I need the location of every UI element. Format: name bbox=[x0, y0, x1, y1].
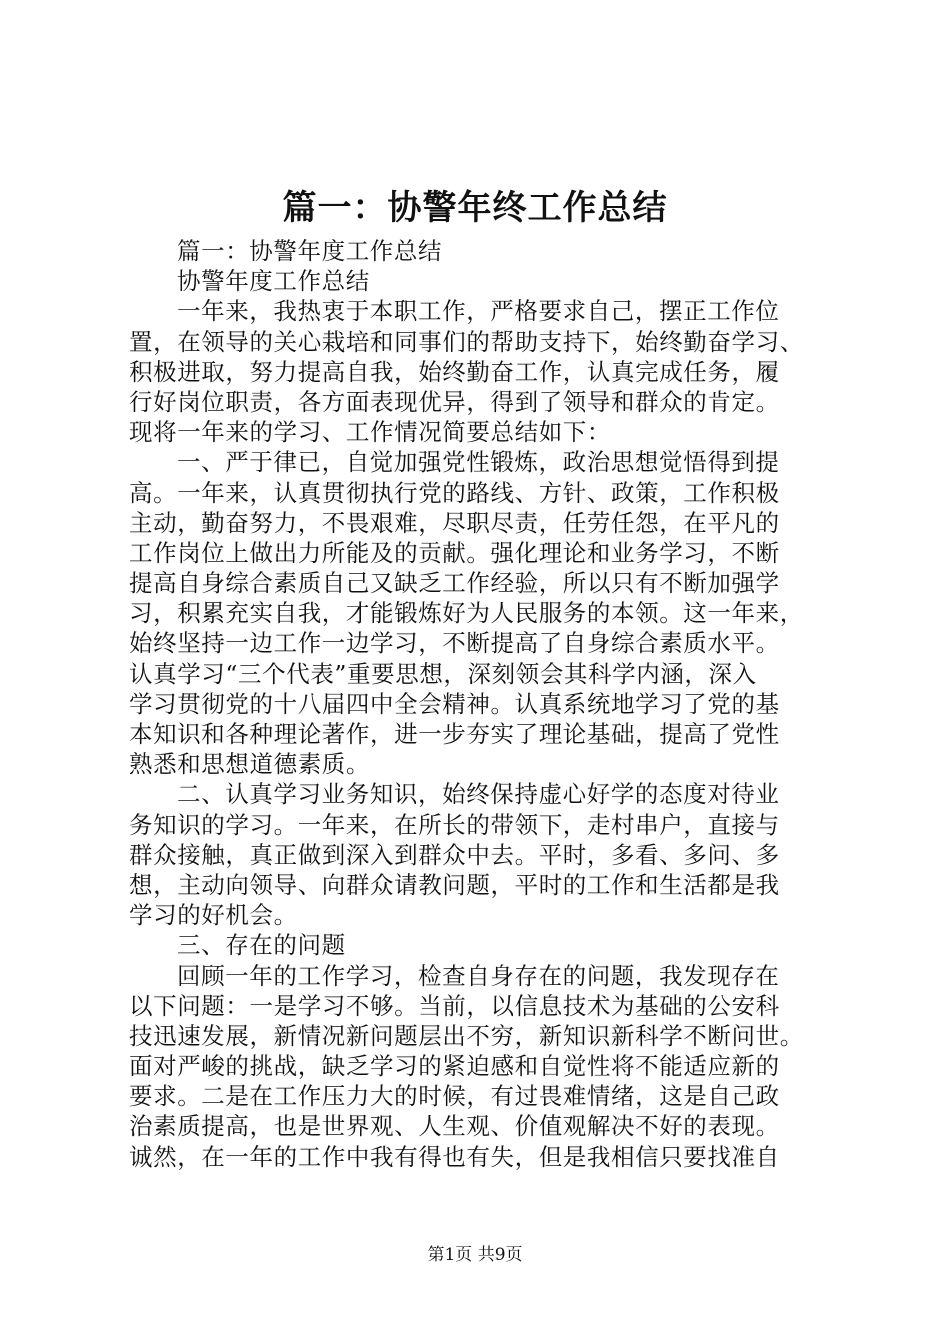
text-line: 熟悉和思想道德素质。 bbox=[129, 750, 370, 779]
text-line: 想，主动向领导、向群众请教问题，平时的工作和生活都是我 bbox=[129, 870, 780, 899]
text-line: 高。一年来，认真贯彻执行党的路线、方针、政策，工作积极 bbox=[129, 478, 780, 507]
text-line: 治素质提高，也是世界观、人生观、价值观解决不好的表现。 bbox=[129, 1112, 780, 1141]
text-line: 技迅速发展，新情况新问题层出不穷，新知识新科学不断问世。 bbox=[129, 1021, 804, 1050]
text-line: 一、严于律已，自觉加强党性锻炼，政治思想觉悟得到提 bbox=[177, 448, 780, 477]
text-line: 一年来，我热衷于本职工作，严格要求自己，摆正工作位 bbox=[177, 297, 780, 326]
text-line: 行好岗位职责，各方面表现优异，得到了领导和群众的肯定。 bbox=[129, 387, 780, 416]
text-line: 本知识和各种理论著作，进一步夯实了理论基础，提高了党性 bbox=[129, 720, 780, 748]
text-line: 协警年度工作总结 bbox=[177, 267, 370, 296]
document-title: 篇一：协警年终工作总结 bbox=[282, 188, 668, 228]
text-line: 提高自身综合素质自己又缺乏工作经验，所以只有不断加强学 bbox=[129, 569, 780, 598]
page-footer: 第1页 共9页 bbox=[427, 1245, 523, 1265]
text-line: 现将一年来的学习、工作情况简要总结如下： bbox=[129, 418, 611, 447]
text-line: 始终坚持一边工作一边学习，不断提高了自身综合素质水平。 bbox=[129, 629, 780, 658]
text-line: 二、认真学习业务知识，始终保持虚心好学的态度对待业 bbox=[177, 780, 780, 809]
text-line: 诚然，在一年的工作中我有得也有失，但是我相信只要找准自 bbox=[129, 1142, 780, 1171]
text-line: 学习贯彻党的十八届四中全会精神。认真系统地学习了党的基 bbox=[129, 689, 780, 718]
text-line: 置，在领导的关心栽培和同事们的帮助支持下，始终勤奋学习、 bbox=[129, 327, 804, 356]
text-line: 积极进取，努力提高自我，始终勤奋工作，认真完成任务，履 bbox=[129, 357, 780, 386]
text-line: 篇一：协警年度工作总结 bbox=[177, 237, 443, 265]
text-line: 主动，勤奋努力，不畏艰难，尽职尽责，任劳任怨，在平凡的 bbox=[129, 508, 780, 537]
text-line: 认真学习“三个代表”重要思想，深刻领会其科学内涵，深入 bbox=[129, 659, 757, 688]
text-line: 群众接触，真正做到深入到群众中去。平时，多看、多问、多 bbox=[129, 840, 780, 869]
document-body bbox=[129, 236, 849, 1172]
text-line: 面对严峻的挑战，缺乏学习的紧迫感和自觉性将不能适应新的 bbox=[129, 1052, 780, 1081]
text-line: 以下问题：一是学习不够。当前，以信息技术为基础的公安科 bbox=[129, 991, 780, 1020]
text-line: 三、存在的问题 bbox=[177, 931, 346, 960]
text-line: 务知识的学习。一年来，在所长的带领下，走村串户，直接与 bbox=[129, 810, 780, 839]
text-line: 工作岗位上做出力所能及的贡献。强化理论和业务学习，不断 bbox=[129, 538, 780, 567]
text-line: 回顾一年的工作学习，检查自身存在的问题，我发现存在 bbox=[177, 961, 780, 990]
text-line: 习，积累充实自我，才能锻炼好为人民服务的本领。这一年来， bbox=[129, 599, 804, 628]
text-line: 要求。二是在工作压力大的时候，有过畏难情绪，这是自己政 bbox=[129, 1082, 780, 1111]
text-line: 学习的好机会。 bbox=[129, 901, 298, 930]
